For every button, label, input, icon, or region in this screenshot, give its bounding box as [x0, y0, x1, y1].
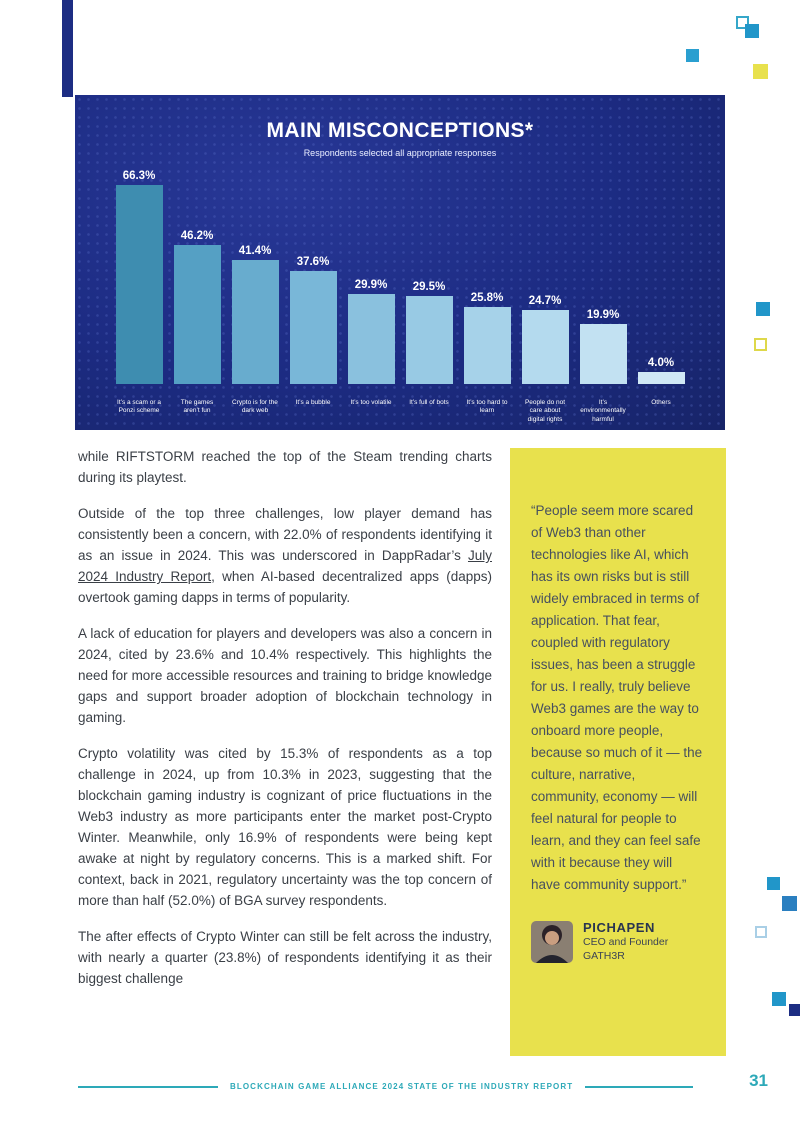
bar	[406, 296, 453, 385]
decor-square-navy-right-lower	[789, 1004, 800, 1016]
bar-column-7	[464, 292, 511, 384]
bar-column-8	[522, 295, 569, 384]
bar-column-1	[116, 170, 163, 384]
bar-value-label: 24.7%	[528, 294, 562, 307]
bar-category-label: It’s too hard to learn	[466, 398, 508, 415]
bar-column-5	[348, 279, 395, 384]
bar-value-label: 19.9%	[586, 309, 620, 322]
bar-value-label: 4.0%	[647, 357, 675, 369]
quote-attribution	[531, 920, 705, 963]
misconceptions-bar-chart	[75, 95, 725, 430]
bar-category-label: It’s environmentally harmful	[580, 398, 626, 423]
bar-column-9	[580, 309, 627, 384]
decor-square-outline-right-lower	[755, 926, 767, 938]
quote-sidebar	[510, 448, 726, 1056]
pichapen-avatar	[531, 921, 573, 963]
person-portrait-icon	[531, 921, 573, 963]
page-footer	[78, 1082, 690, 1091]
quote-text: “People seem more scared of Web3 than other technologies like AI, which has its own risks but is still widely embraced in terms of application. That fear, coupled with regulatory issues, has been a struggle for us. I really, truly believe Web3 games are the way to onboard more people, because so much of it — the culture, narrative, community, economy — will feel natural for people to learn, and they can feel safe with it because they will have community support.”	[531, 503, 703, 892]
left-edge-navy-bar	[62, 0, 73, 97]
chart-subtitle: Respondents selected all appropriate responses	[303, 148, 497, 158]
july-2024-industry-report-link[interactable]: July 2024 Industry Report	[78, 548, 492, 584]
paragraph-3: A lack of education for players and developers was also a concern in 2024, cited by 23.6% and 10.4% respectively. This highlights the need for more accessible resources and training to bridge knowledge gaps and support broader adoption of blockchain technology in gaming.	[78, 626, 492, 725]
paragraph-2-text-before: Outside of the top three challenges, low player demand has consistently been a concern, with 22.0% of respondents identifying it as an issue in 2024. This was underscored in DappRadar’s	[78, 506, 492, 563]
categories-row	[75, 399, 725, 424]
decor-square-teal-top-right-2	[686, 49, 699, 62]
quote-author-role: CEO and Founder	[583, 936, 669, 948]
bar	[290, 271, 337, 384]
bar-category-label: Others	[651, 398, 671, 406]
paragraph-2-text-after: , when AI-based decentralized apps (dapps) overtook gaming dapps in terms of popularity.	[78, 569, 492, 605]
footer-report-title: BLOCKCHAIN GAME ALLIANCE 2024 STATE OF THE INDUSTRY REPORT	[230, 1082, 574, 1091]
bars-row	[75, 170, 725, 384]
bar-value-label: 25.8%	[470, 291, 504, 304]
page-number: 31	[749, 1071, 768, 1090]
bar-column-3	[232, 245, 279, 384]
paragraph-2	[78, 503, 492, 608]
bar-category-label: It’s a scam or a Ponzi scheme	[117, 398, 161, 415]
paragraph-1: while RIFTSTORM reached the top of the Steam trending charts during its playtest.	[78, 449, 492, 485]
bar-value-label: 46.2%	[180, 230, 214, 243]
bar	[174, 245, 221, 384]
bar-category-label: It’s too volatile	[350, 398, 392, 406]
bar-category-label: It’s full of bots	[409, 398, 449, 406]
paragraph-4: Crypto volatility was cited by 15.3% of respondents as a top challenge in 2024, up from 10.3% in 2023, suggesting that the blockchain gaming industry is cognizant of price fluctuations in the Web3 industry as more participants enter the market post-Crypto Winter. Meanwhile, only 16.9% of respondents were being kept awake at night by regulatory concerns. This is a marked shift. For context, back in 2021, regulatory uncertainty was the top concern of more than half (52.0%) of BGA survey respondents.	[78, 746, 492, 908]
bar-value-label: 37.6%	[296, 256, 330, 269]
decor-square-teal-right-lower-2	[772, 992, 786, 1006]
decor-square-yellow-top-right	[753, 64, 768, 79]
footer-rule-left	[78, 1086, 218, 1088]
article-body	[78, 446, 492, 1004]
bar-column-4	[290, 256, 337, 384]
attribution-lines	[583, 920, 668, 963]
chart-title: MAIN MISCONCEPTIONS*	[266, 119, 534, 142]
bar	[348, 294, 395, 384]
bar-value-label: 29.5%	[412, 280, 446, 293]
footer-rule-right	[585, 1086, 693, 1088]
bar	[232, 260, 279, 384]
decor-square-yellow-outline-right-middle	[754, 338, 767, 351]
paragraph-5: The after effects of Crypto Winter can still be felt across the industry, with nearly a quarter (23.8%) of respondents identifying it as their biggest challenge	[78, 929, 492, 986]
bar-value-label: 66.3%	[122, 170, 156, 183]
bar-category-label: Crypto is for the dark web	[232, 398, 278, 415]
bar-category-label: The games aren’t fun	[180, 398, 214, 415]
bar-value-label: 29.9%	[354, 279, 388, 292]
decor-square-teal-top-right-1	[745, 24, 759, 38]
bar-category-label: People do not care about digital rights	[524, 398, 566, 423]
decor-square-blue-right-lower	[782, 896, 797, 911]
decor-square-teal-right-middle	[756, 302, 770, 316]
quote-author-name: PICHAPEN	[583, 920, 655, 935]
bar-column-6	[406, 281, 453, 385]
bar-value-label: 41.4%	[238, 244, 272, 257]
quote-author-company: GATH3R	[583, 950, 625, 963]
bar	[116, 185, 163, 384]
bar-column-10	[638, 357, 685, 384]
bar-column-2	[174, 230, 221, 384]
bar-category-label: It’s a bubble	[295, 398, 331, 406]
decor-square-teal-right-lower-1	[767, 877, 780, 890]
bar	[638, 372, 685, 384]
bar	[522, 310, 569, 384]
bar	[580, 324, 627, 384]
bar	[464, 307, 511, 384]
